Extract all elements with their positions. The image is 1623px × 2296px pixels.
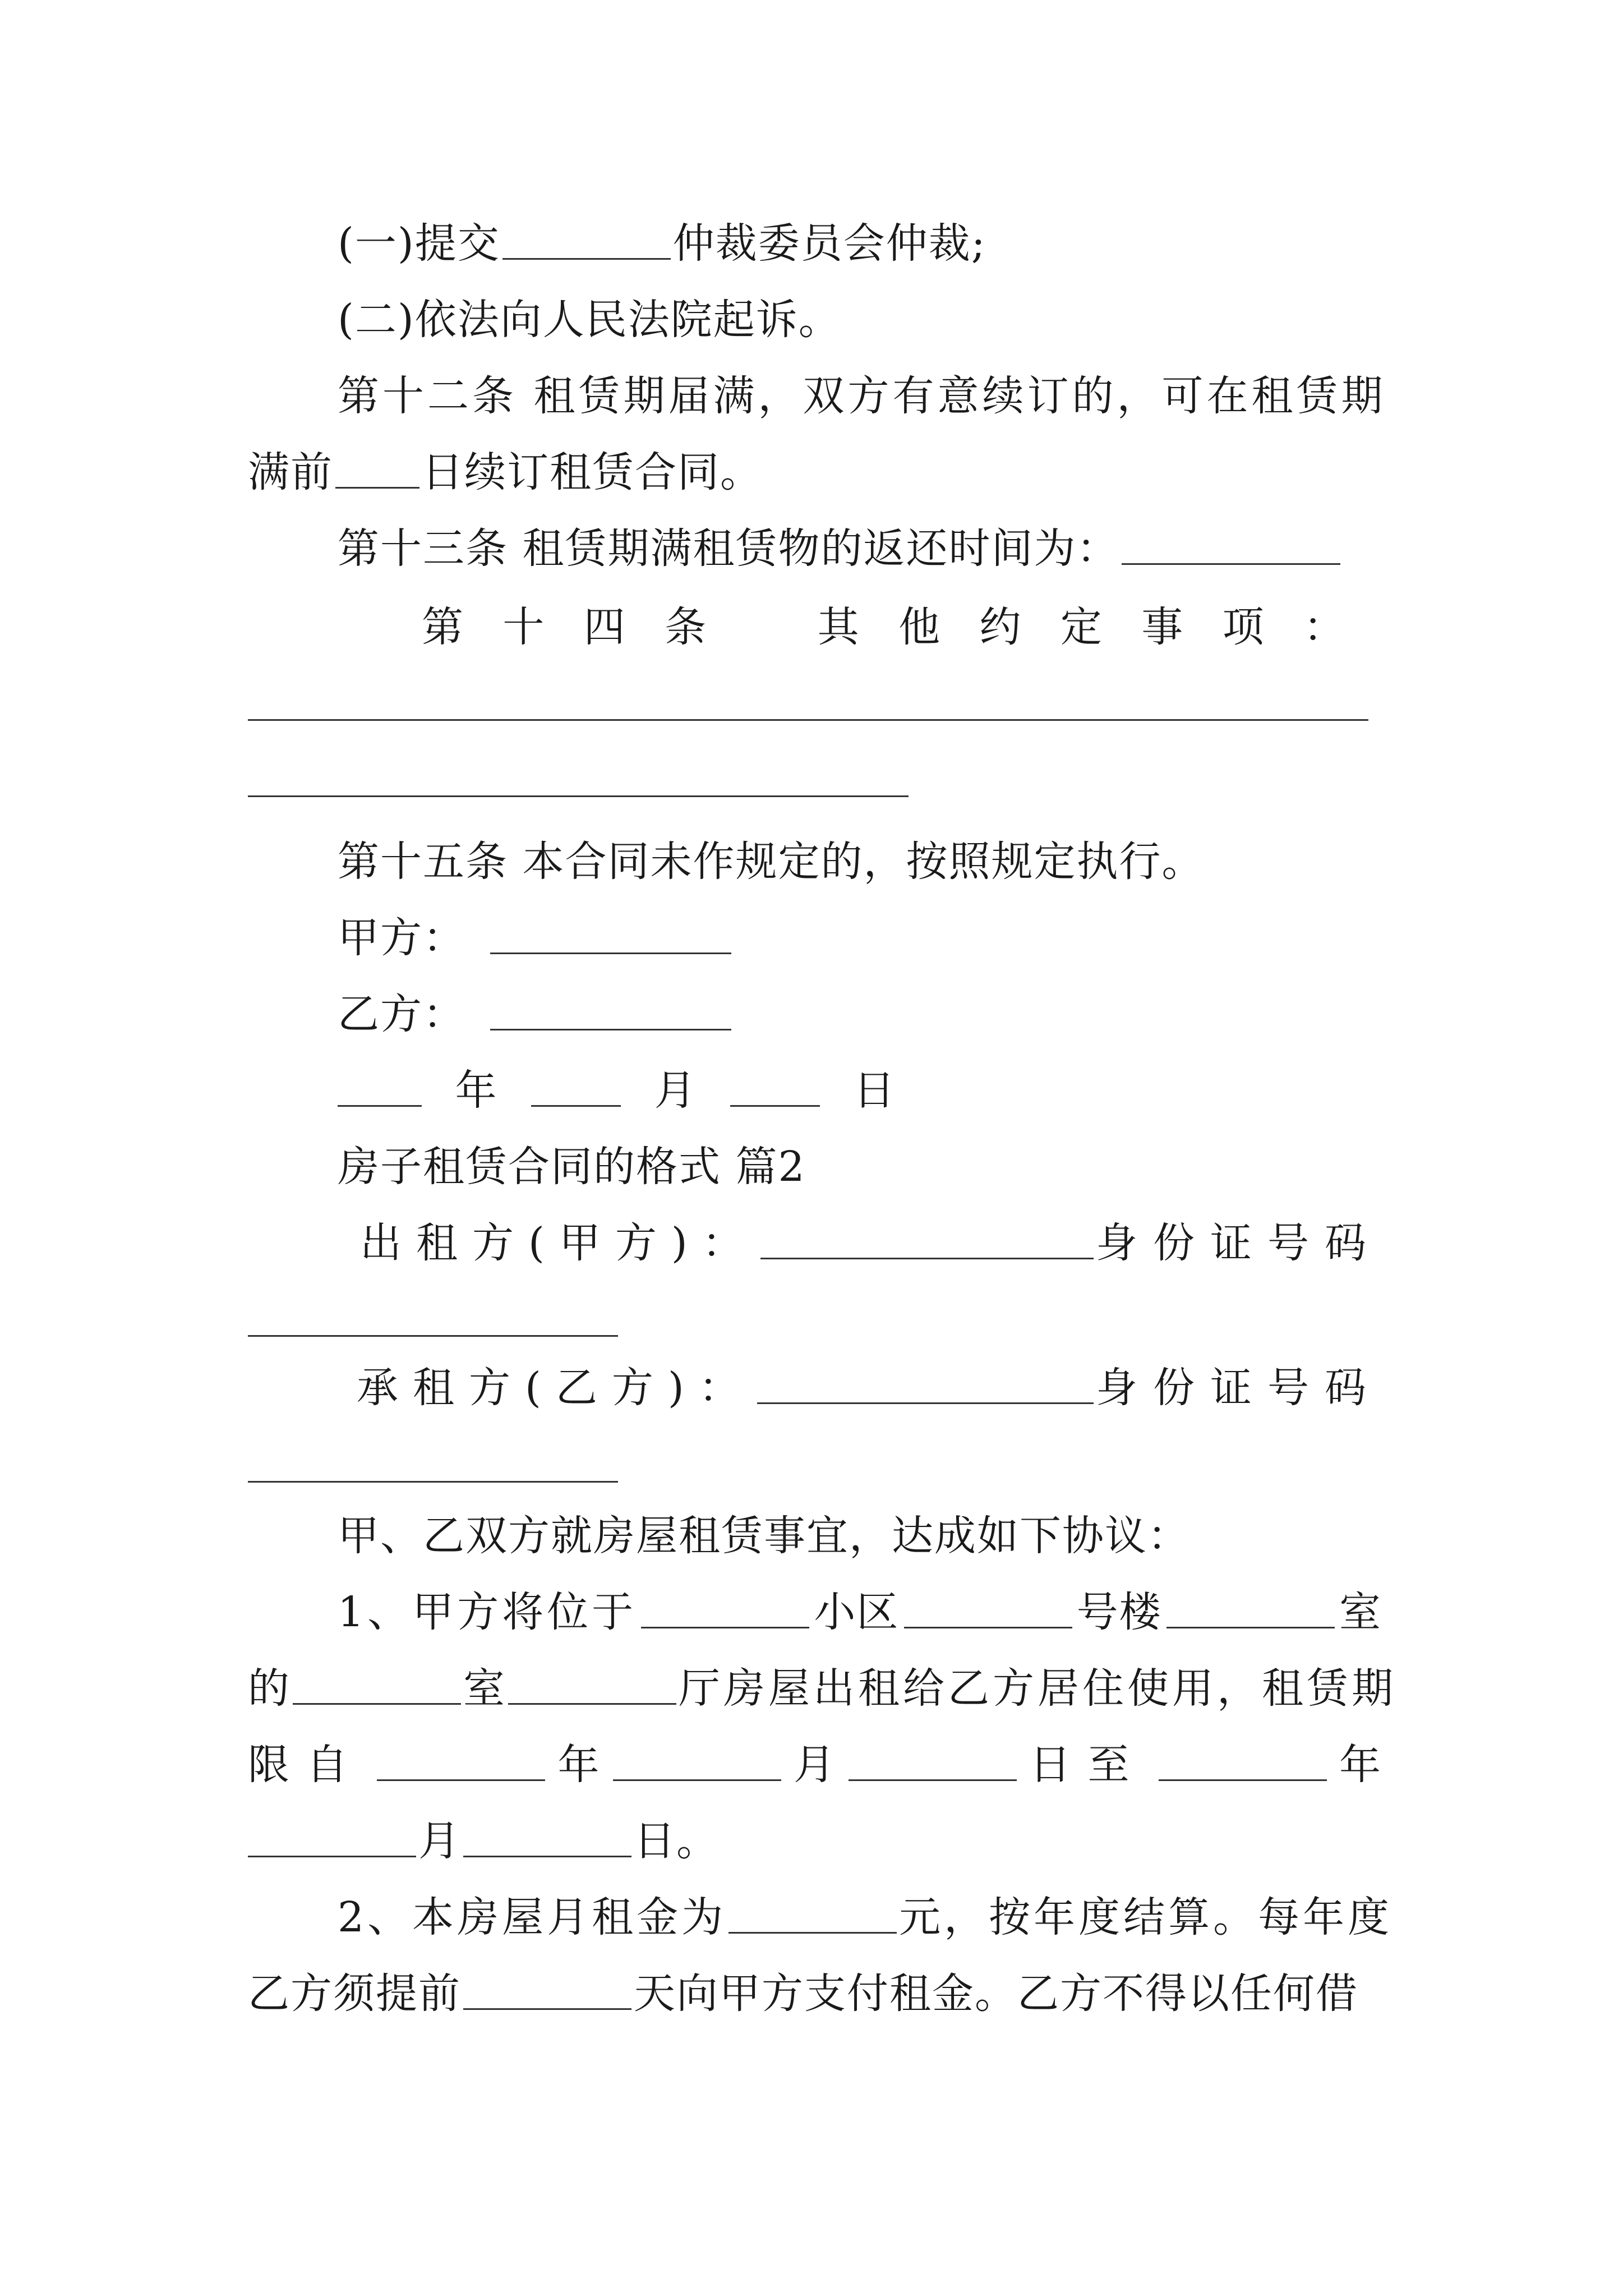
- text: 元，按年度结算。每年度: [899, 1893, 1393, 1941]
- blank-field[interactable]: [377, 1737, 545, 1781]
- text: 身份证号码: [1096, 1219, 1382, 1267]
- clause-2-line-2: [248, 1966, 1358, 2022]
- blank-field[interactable]: [463, 1966, 631, 2010]
- blank-field[interactable]: [293, 1660, 461, 1705]
- text: 乙方：: [338, 990, 465, 1038]
- char: ：: [1303, 603, 1346, 651]
- char: 项: [1222, 603, 1265, 651]
- blank-field[interactable]: [760, 1215, 1094, 1259]
- blank-field[interactable]: [508, 1660, 676, 1705]
- article-12-line-2: [248, 444, 763, 500]
- blank-field[interactable]: [490, 910, 731, 954]
- text: 日。: [634, 1817, 719, 1865]
- agreement-intro: 甲、乙双方就房屋租赁事宜，达成如下协议：: [338, 1512, 1190, 1560]
- blank-field[interactable]: [531, 1062, 621, 1107]
- char: 约: [979, 603, 1022, 651]
- clause-1-line-1: [338, 1584, 1382, 1640]
- text: 号楼: [1076, 1588, 1162, 1636]
- article-13: [338, 521, 1343, 577]
- blank-field[interactable]: [335, 444, 419, 489]
- signing-date: [338, 1062, 896, 1119]
- clause-2-line-1: [338, 1889, 1393, 1945]
- text: 年: [455, 1066, 498, 1115]
- blank-field[interactable]: [1166, 1584, 1335, 1628]
- text: 月: [418, 1817, 461, 1865]
- text: 小区: [814, 1588, 900, 1636]
- clause-1-line-3: [248, 1737, 1382, 1793]
- char: 定: [1060, 603, 1103, 651]
- clause-1-line-2: [248, 1660, 1396, 1717]
- lessor-line: [360, 1215, 1382, 1271]
- text: 月: [794, 1741, 836, 1789]
- party-b-signature: [338, 986, 734, 1042]
- text: 日续订租赁合同。: [422, 448, 763, 496]
- blank-field[interactable]: [248, 1813, 416, 1857]
- blank-field[interactable]: [904, 1584, 1072, 1628]
- blank-line-full[interactable]: [248, 719, 1368, 721]
- blank-field[interactable]: [730, 1062, 820, 1107]
- char: 事: [1141, 603, 1184, 651]
- clause-1-line-4: [248, 1813, 719, 1869]
- article-12-line-1: 第十二条 租赁期届满，双方有意续订的，可在租赁期: [338, 372, 1386, 420]
- text: (一)提交: [338, 219, 500, 268]
- text: 厅房屋出租给乙方居住使用，租赁期: [679, 1664, 1396, 1713]
- blank-field[interactable]: [641, 1584, 809, 1628]
- clause-arbitration-1: [338, 215, 986, 272]
- article-14: [422, 599, 1346, 655]
- blank-field[interactable]: [1122, 521, 1340, 565]
- blank-field[interactable]: [338, 1062, 422, 1107]
- lessee-line: [357, 1360, 1382, 1416]
- text: 满前: [248, 448, 333, 496]
- blank-line-partial[interactable]: [248, 795, 909, 797]
- blank-field[interactable]: [849, 1737, 1017, 1781]
- blank-field[interactable]: [757, 1360, 1094, 1404]
- blank-field[interactable]: [1159, 1737, 1327, 1781]
- char: 十: [502, 603, 546, 651]
- text: 出租方(甲方)：: [360, 1219, 758, 1267]
- text: 室: [1339, 1588, 1382, 1636]
- text: 承租方(乙方)：: [357, 1364, 755, 1412]
- text: 1、甲方将位于: [338, 1588, 637, 1636]
- text: 年: [557, 1741, 601, 1789]
- text: 身份证号码: [1096, 1364, 1382, 1412]
- party-a-signature: [338, 910, 734, 966]
- char: 四: [583, 603, 626, 651]
- char: 他: [898, 603, 942, 651]
- text: 月: [654, 1066, 697, 1115]
- char: 其: [817, 603, 860, 651]
- text: 限自: [248, 1741, 365, 1789]
- text: 的: [248, 1664, 291, 1713]
- text: 甲方：: [338, 914, 465, 962]
- blank-field[interactable]: [502, 215, 671, 260]
- text: 2、本房屋月租金为: [338, 1893, 727, 1941]
- blank-field[interactable]: [728, 1889, 897, 1934]
- text: 年: [1339, 1741, 1382, 1789]
- blank-field[interactable]: [463, 1813, 631, 1857]
- text: 日: [853, 1066, 896, 1115]
- blank-line-id[interactable]: [248, 1481, 618, 1483]
- char: 第: [422, 603, 464, 651]
- clause-arbitration-2: (二)依法向人民法院起诉。: [338, 296, 841, 344]
- char: 条: [665, 603, 708, 651]
- text: 室: [463, 1664, 506, 1713]
- blank-field[interactable]: [613, 1737, 781, 1781]
- text: 仲裁委员会仲裁;: [672, 219, 986, 268]
- article-15: 第十五条 本合同未作规定的，按照规定执行。: [338, 838, 1205, 886]
- blank-field[interactable]: [490, 986, 731, 1030]
- text: 日至: [1029, 1741, 1146, 1789]
- text: 天向甲方支付租金。乙方不得以任何借: [634, 1970, 1358, 2018]
- text: 乙方须提前: [248, 1970, 461, 2018]
- blank-line-id[interactable]: [248, 1335, 618, 1337]
- text: 第十三条 租赁期满租赁物的返还时间为：: [338, 524, 1119, 573]
- section-title-2: 房子租赁合同的格式 篇2: [338, 1143, 806, 1191]
